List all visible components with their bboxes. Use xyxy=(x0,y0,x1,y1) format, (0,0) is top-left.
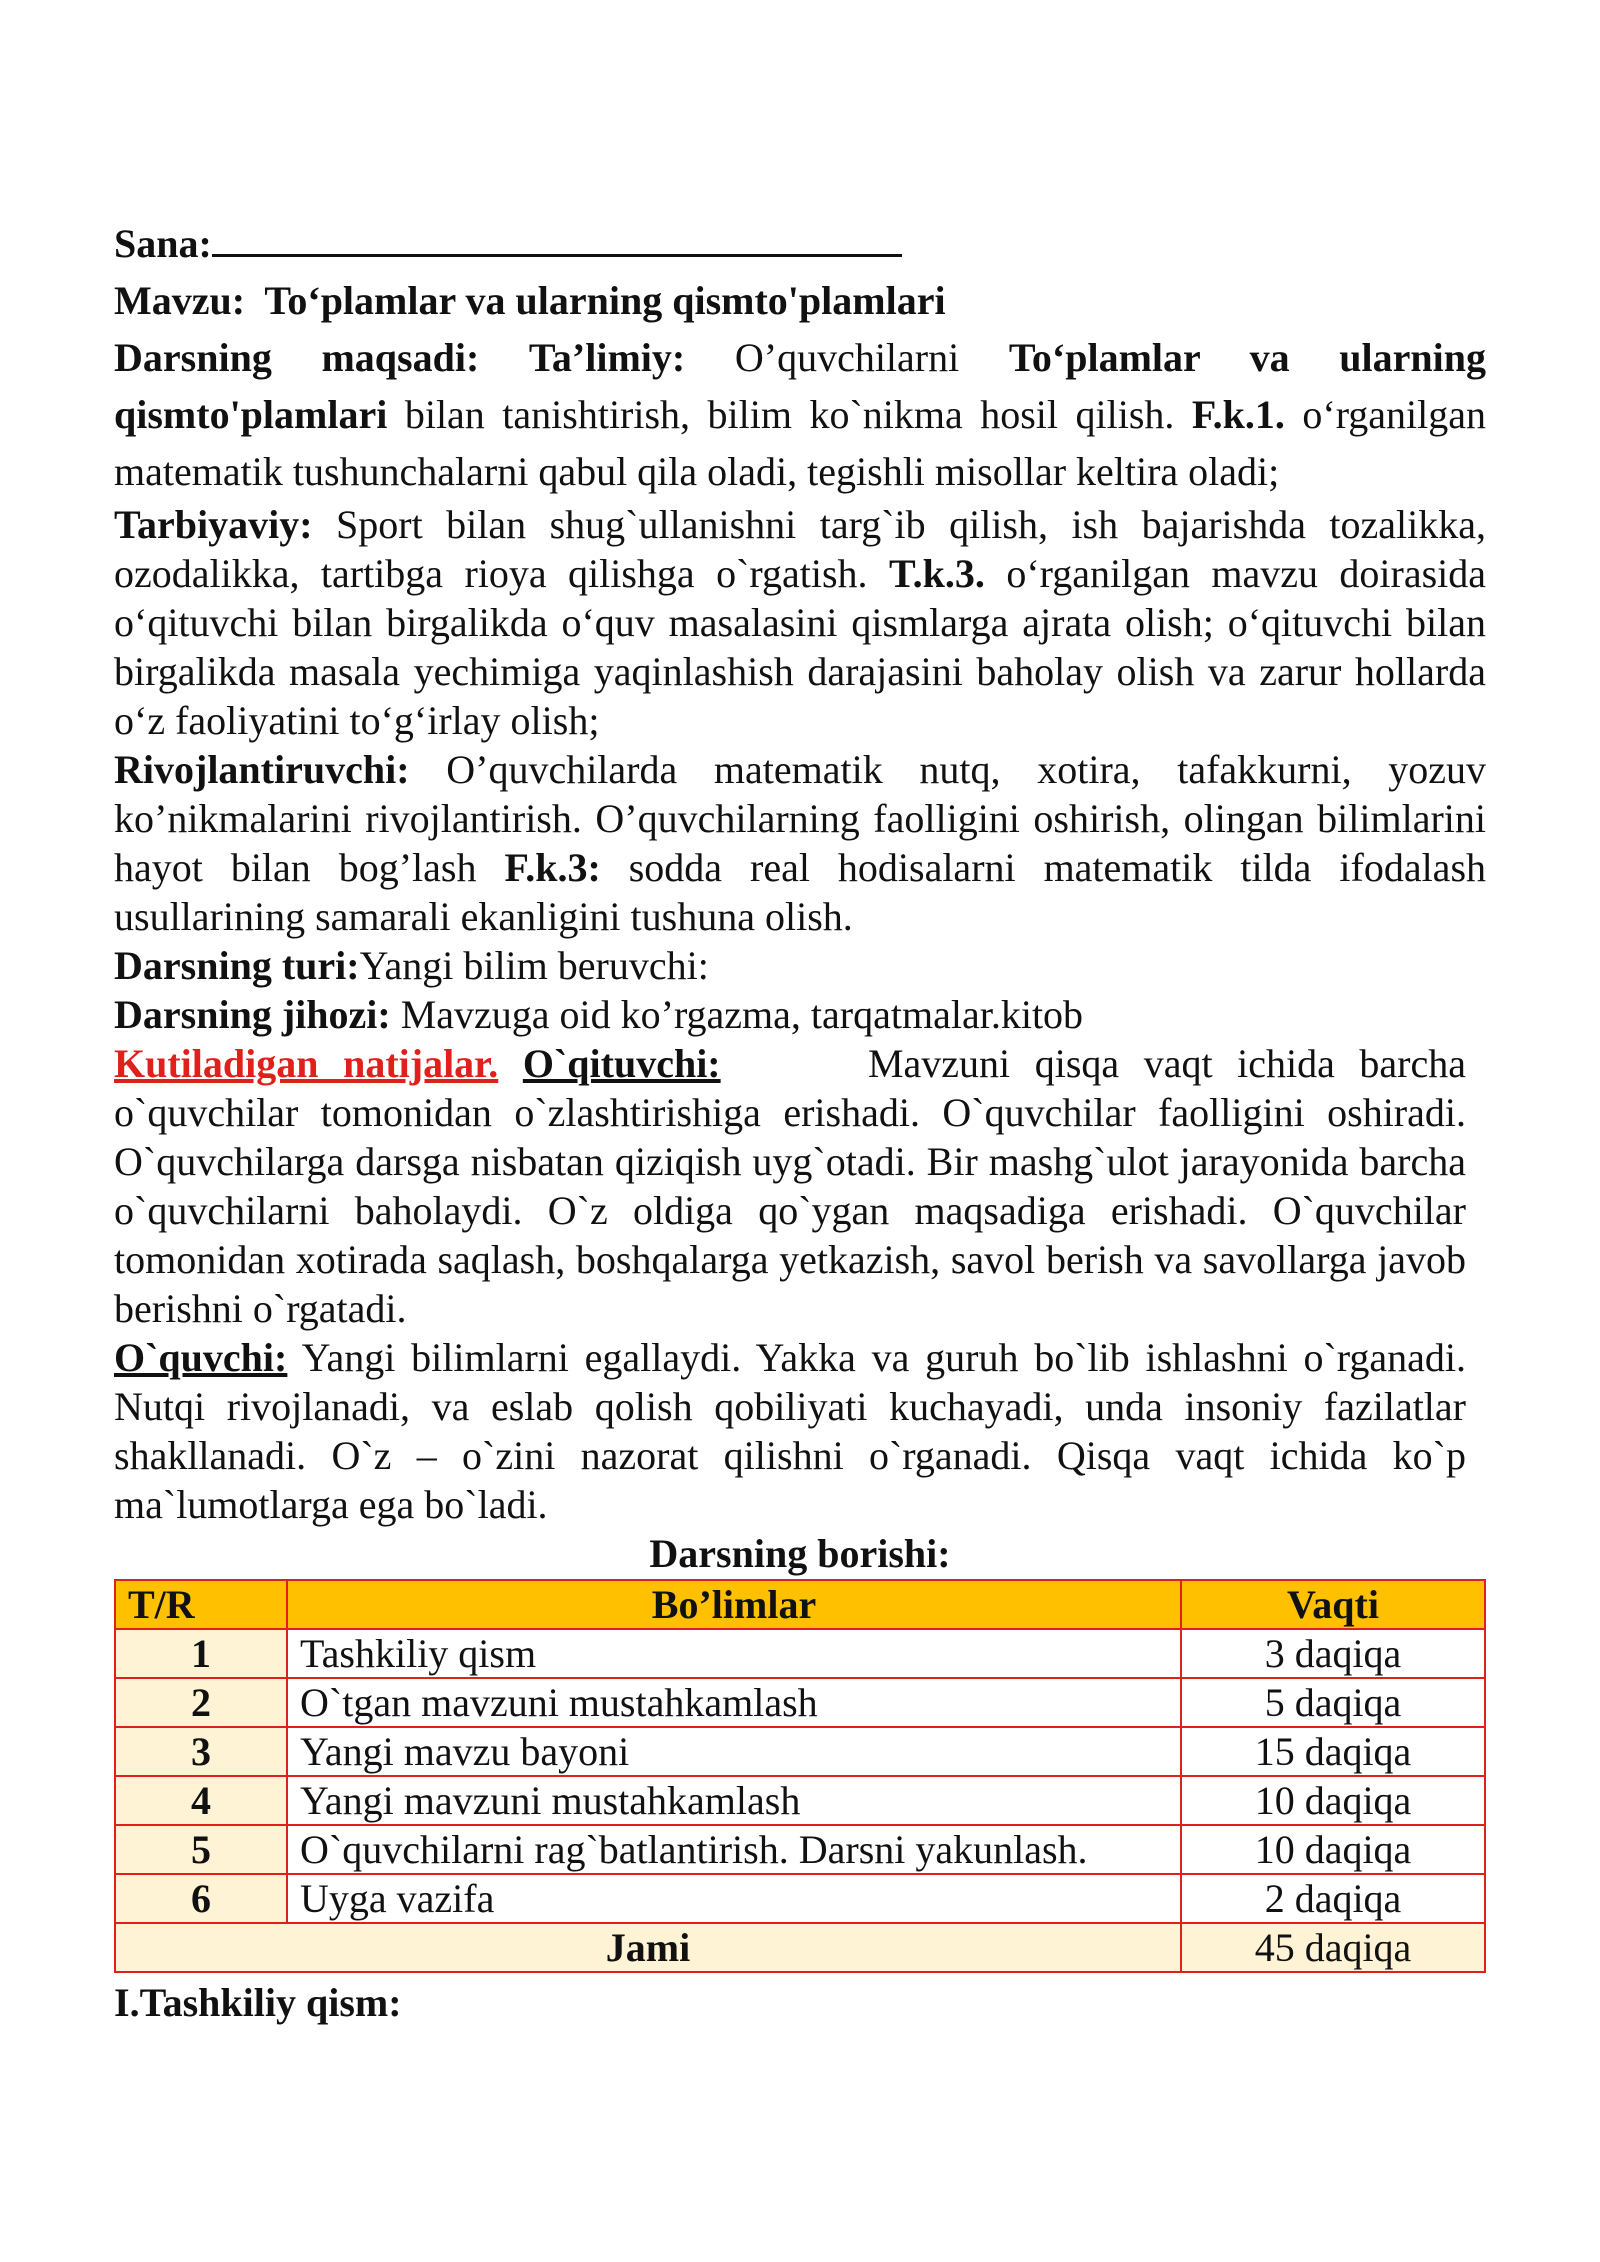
table-total-row xyxy=(115,1923,1485,1972)
table-row xyxy=(115,1727,1485,1776)
table-row xyxy=(115,1776,1485,1825)
talimiy-label: Ta’limiy: xyxy=(528,335,686,380)
tarbiyaviy-text: Sport bilan shug`ullanishni targ`ib qilish, ish bajarishda tozalikka, ozodalikka, tartibga rioya qilishga o`rgatish. xyxy=(114,502,1487,596)
row-number: 3 xyxy=(115,1727,287,1776)
row-time: 15 daqiqa xyxy=(1181,1727,1485,1776)
row-time: 10 daqiqa xyxy=(1181,1825,1485,1874)
table-row xyxy=(115,1629,1485,1678)
jihozi-value: Mavzuga oid ko’rgazma, tarqatmalar.kitob xyxy=(400,992,1084,1037)
oqituvchi-text: Mavzuni qisqa vaqt ichida barcha o`quvchilar tomonidan o`zlashtirishiga erishadi. O`quvchilar faolligini oshiradi. O`quvchilarga darsga nisbatan qiziqish uyg`otadi. Bir mashg`ulot jarayonida barcha o`quvchilarni baholaydi. O`z oldiga qo`ygan maqsadiga erishadi. O`quvchilar tomonidan xotirada saqlash, boshqalarga yetkazish, savol berish va savollarga javob berishni o`rgatadi. xyxy=(114,1041,1466,1331)
tarbiyaviy-paragraph xyxy=(114,500,1486,745)
turi-line xyxy=(114,941,1486,990)
tarbiyaviy-label: Tarbiyaviy: xyxy=(114,502,313,547)
header-tr: T/R xyxy=(115,1580,287,1629)
row-number: 4 xyxy=(115,1776,287,1825)
talimiy-paragraph xyxy=(114,329,1486,500)
oquvchi-label: O`quvchi: xyxy=(114,1335,288,1380)
jihozi-label: Darsning jihozi: xyxy=(114,992,391,1037)
jihozi-line xyxy=(114,990,1486,1039)
table-row xyxy=(115,1825,1485,1874)
row-time: 5 daqiqa xyxy=(1181,1678,1485,1727)
fk3-label: F.k.3: xyxy=(504,845,601,890)
tk3-text: o‘rganilgan mavzu doirasida o‘qituvchi bilan birgalikda o‘quv masalasini qismlarga ajrata olish; o‘qituvchi bilan birgalikda masala yechimiga yaqinlashish darajasini baholay olish va zarur hollarda o‘z faoliyatini to‘g‘irlay olish; xyxy=(114,551,1487,743)
sana-blank xyxy=(212,218,902,257)
row-time: 2 daqiqa xyxy=(1181,1874,1485,1923)
table-row xyxy=(115,1678,1485,1727)
table-title: Darsning borishi: xyxy=(649,1531,951,1576)
mavzu-value: To‘plamlar va ularning qismto'plamlari xyxy=(264,278,946,323)
row-number: 2 xyxy=(115,1678,287,1727)
talimiy-text-2: bilan tanishtirish, bilim ko`nikma hosil qilish. xyxy=(404,392,1175,437)
row-name: O`tgan mavzuni mustahkamlash xyxy=(287,1678,1181,1727)
oqituvchi-label: O`qituvchi: xyxy=(522,1041,721,1086)
oquvchi-text: Yangi bilimlarni egallaydi. Yakka va guruh bo`lib ishlashni o`rganadi. Nutqi rivojlanadi, va eslab qolish qobiliyati kuchayadi, unda insoniy fazilatlar shakllanadi. O`z – o`zini nazorat qilishni o`rganadi. Qisqa vaqt ichida ko`p ma`lumotlarga ega bo`ladi. xyxy=(114,1335,1466,1527)
row-name: Tashkiliy qism xyxy=(287,1629,1181,1678)
natijalar-paragraph xyxy=(114,1039,1466,1333)
header-vaqti: Vaqti xyxy=(1181,1580,1485,1629)
row-name: Yangi mavzu bayoni xyxy=(287,1727,1181,1776)
row-number: 5 xyxy=(115,1825,287,1874)
talimiy-bold-topic: To‘plamlar va ularning qismto'plamlari xyxy=(114,335,1487,437)
total-time: 45 daqiqa xyxy=(1181,1923,1485,1972)
mavzu-line xyxy=(114,272,1486,329)
row-time: 10 daqiqa xyxy=(1181,1776,1485,1825)
sana-label: Sana: xyxy=(114,221,212,266)
table-row xyxy=(115,1874,1485,1923)
lesson-plan-page xyxy=(114,215,1486,2033)
fk1-text: o‘rganilgan matematik tushunchalarni qabul qila oladi, tegishli misollar keltira oladi; xyxy=(114,392,1487,494)
fk3-text: sodda real hodisalarni matematik tilda ifodalash usullarining samarali ekanligini tushuna olish. xyxy=(114,845,1487,939)
header-bolimlar: Bo’limlar xyxy=(287,1580,1181,1629)
row-time: 3 daqiqa xyxy=(1181,1629,1485,1678)
talimiy-text-1: O’quvchilarni xyxy=(734,335,960,380)
oquvchi-paragraph xyxy=(114,1333,1466,1529)
tk3-label: T.k.3. xyxy=(888,551,985,596)
row-name: Uyga vazifa xyxy=(287,1874,1181,1923)
maqsad-label: Darsning maqsadi: xyxy=(114,335,480,380)
section-title: I.Tashkiliy qism: xyxy=(114,1980,402,2025)
fk1-label: F.k.1. xyxy=(1191,392,1285,437)
total-label: Jami xyxy=(115,1923,1181,1972)
natijalar-label: Kutiladigan natijalar. xyxy=(114,1041,499,1086)
row-number: 6 xyxy=(115,1874,287,1923)
row-name: O`quvchilarni rag`batlantirish. Darsni yakunlash. xyxy=(287,1825,1181,1874)
row-number: 1 xyxy=(115,1629,287,1678)
schedule-table xyxy=(114,1579,1486,1973)
rivoj-text: O’quvchilarda matematik nutq, xotira, tafakkurni, yozuv ko’nikmalarini rivojlantirish. O’quvchilarning faolligini oshirish, olingan bilimlarini hayot bilan bog’lash xyxy=(114,747,1487,890)
turi-label: Darsning turi: xyxy=(114,943,360,988)
rivoj-label: Rivojlantiruvchi: xyxy=(114,747,410,792)
sana-line xyxy=(114,215,1486,272)
turi-value: Yangi bilim beruvchi: xyxy=(359,943,709,988)
mavzu-label: Mavzu: xyxy=(114,278,246,323)
table-header-row xyxy=(115,1580,1485,1629)
row-name: Yangi mavzuni mustahkamlash xyxy=(287,1776,1181,1825)
rivoj-paragraph xyxy=(114,745,1486,941)
